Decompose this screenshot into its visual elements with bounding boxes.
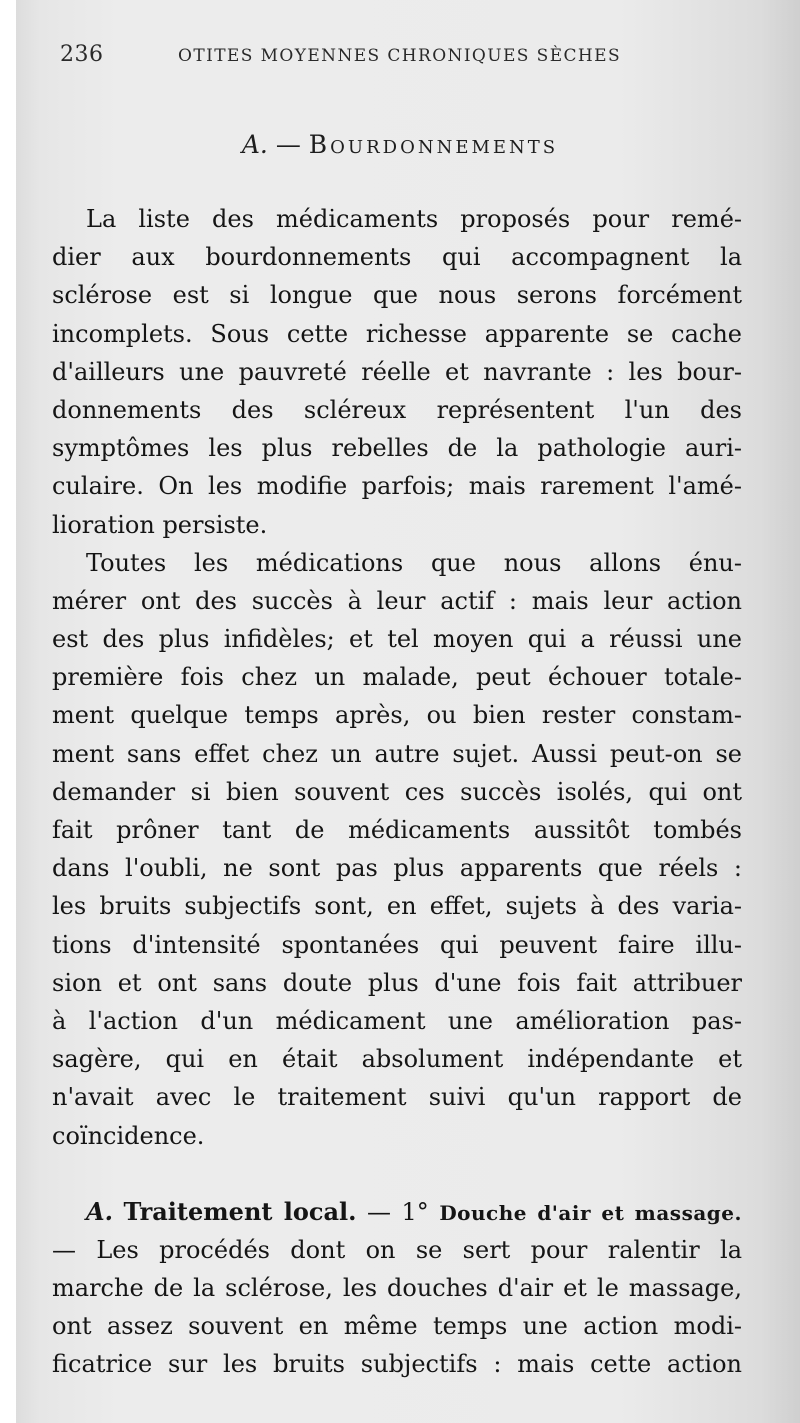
text-line: Toutes les médications que nous allons énu-: [86, 548, 742, 577]
subsection-subtitle: Douche d'air et massage.: [439, 1200, 742, 1225]
text-line: fait prôner tant de médicaments aussitôt tombés: [52, 816, 742, 844]
page-header: [60, 42, 740, 76]
text-line: dans l'oubli, ne sont pas plus apparents que réels :: [52, 854, 742, 883]
paragraph-spacer: [52, 1155, 742, 1193]
section-title: [0, 130, 800, 159]
subsection-dash: —: [367, 1197, 391, 1226]
subsection-letter: A.: [86, 1196, 113, 1226]
text-line: dier aux bourdonnements qui accompagnent la: [52, 243, 742, 272]
text-line: est des plus infidèles; et tel moyen qui a réussi une: [52, 625, 742, 654]
text-line: marche de la sclérose, les douches d'air et le massage,: [52, 1274, 742, 1303]
text-line: sion et ont sans doute plus d'une fois fait attribuer: [52, 968, 742, 997]
text-line: incomplets. Sous cette richesse apparente se cache: [52, 319, 742, 348]
text-line: ont assez souvent en même temps une action modi-: [52, 1312, 742, 1341]
text-line: les bruits subjectifs sont, en effet, sujets à des varia-: [52, 892, 742, 921]
text-line: symptômes les plus rebelles de la pathologie auri-: [52, 434, 742, 463]
text-line: La liste des médicaments proposés pour remé-: [86, 205, 742, 233]
paragraph-1: [52, 200, 742, 544]
text-line: culaire. On les modifie parfois; mais rarement l'amé-: [52, 472, 742, 501]
text-line: coïncidence.: [52, 1121, 205, 1150]
section-title-text: Bourdonnements: [308, 130, 559, 159]
subsection-heading: [52, 1193, 742, 1231]
text-line: ment quelque temps après, ou bien rester constam-: [52, 701, 742, 730]
text-line: mérer ont des succès à leur actif : mais leur action: [52, 586, 742, 615]
text-line: sagère, qui en était absolument indépendante et: [52, 1045, 742, 1074]
text-line: ficatrice sur les bruits subjectifs : mais cette action: [52, 1350, 742, 1379]
subsection-heading-line: [52, 1193, 742, 1231]
text-line: à l'action d'un médicament une amélioration pas-: [52, 1006, 742, 1035]
text-line: ment sans effet chez un autre sujet. Aussi peut-on se: [52, 739, 742, 768]
page-number: 236: [60, 42, 104, 67]
text-line: lioration persiste.: [52, 510, 268, 539]
subsection-number: 1°: [401, 1197, 429, 1226]
subsection-title: Traitement local.: [123, 1196, 357, 1226]
text-line: tions d'intensité spontanées qui peuvent faire illu-: [52, 930, 742, 959]
page-gutter: [0, 0, 16, 1423]
section-letter: A.: [241, 130, 268, 159]
text-line: — Les procédés dont on se sert pour ralentir la: [52, 1235, 742, 1264]
text-line: demander si bien souvent ces succès isolés, qui ont: [52, 777, 742, 806]
paragraph-2: [52, 544, 742, 1155]
text-line: sclérose est si longue que nous serons forcément: [52, 281, 742, 310]
text-line: n'avait avec le traitement suivi qu'un rapport de: [52, 1083, 742, 1112]
text-line: donnements des scléreux représentent l'un des: [52, 395, 742, 424]
text-line: première fois chez un malade, peut échouer totale-: [52, 663, 742, 692]
section-dash: —: [275, 130, 301, 159]
body-text: [52, 200, 742, 1384]
text-line: d'ailleurs une pauvreté réelle et navrante : les bour-: [52, 357, 742, 386]
running-head: OTITES MOYENNES CHRONIQUES SÈCHES: [178, 46, 622, 66]
paragraph-3: [52, 1231, 742, 1384]
